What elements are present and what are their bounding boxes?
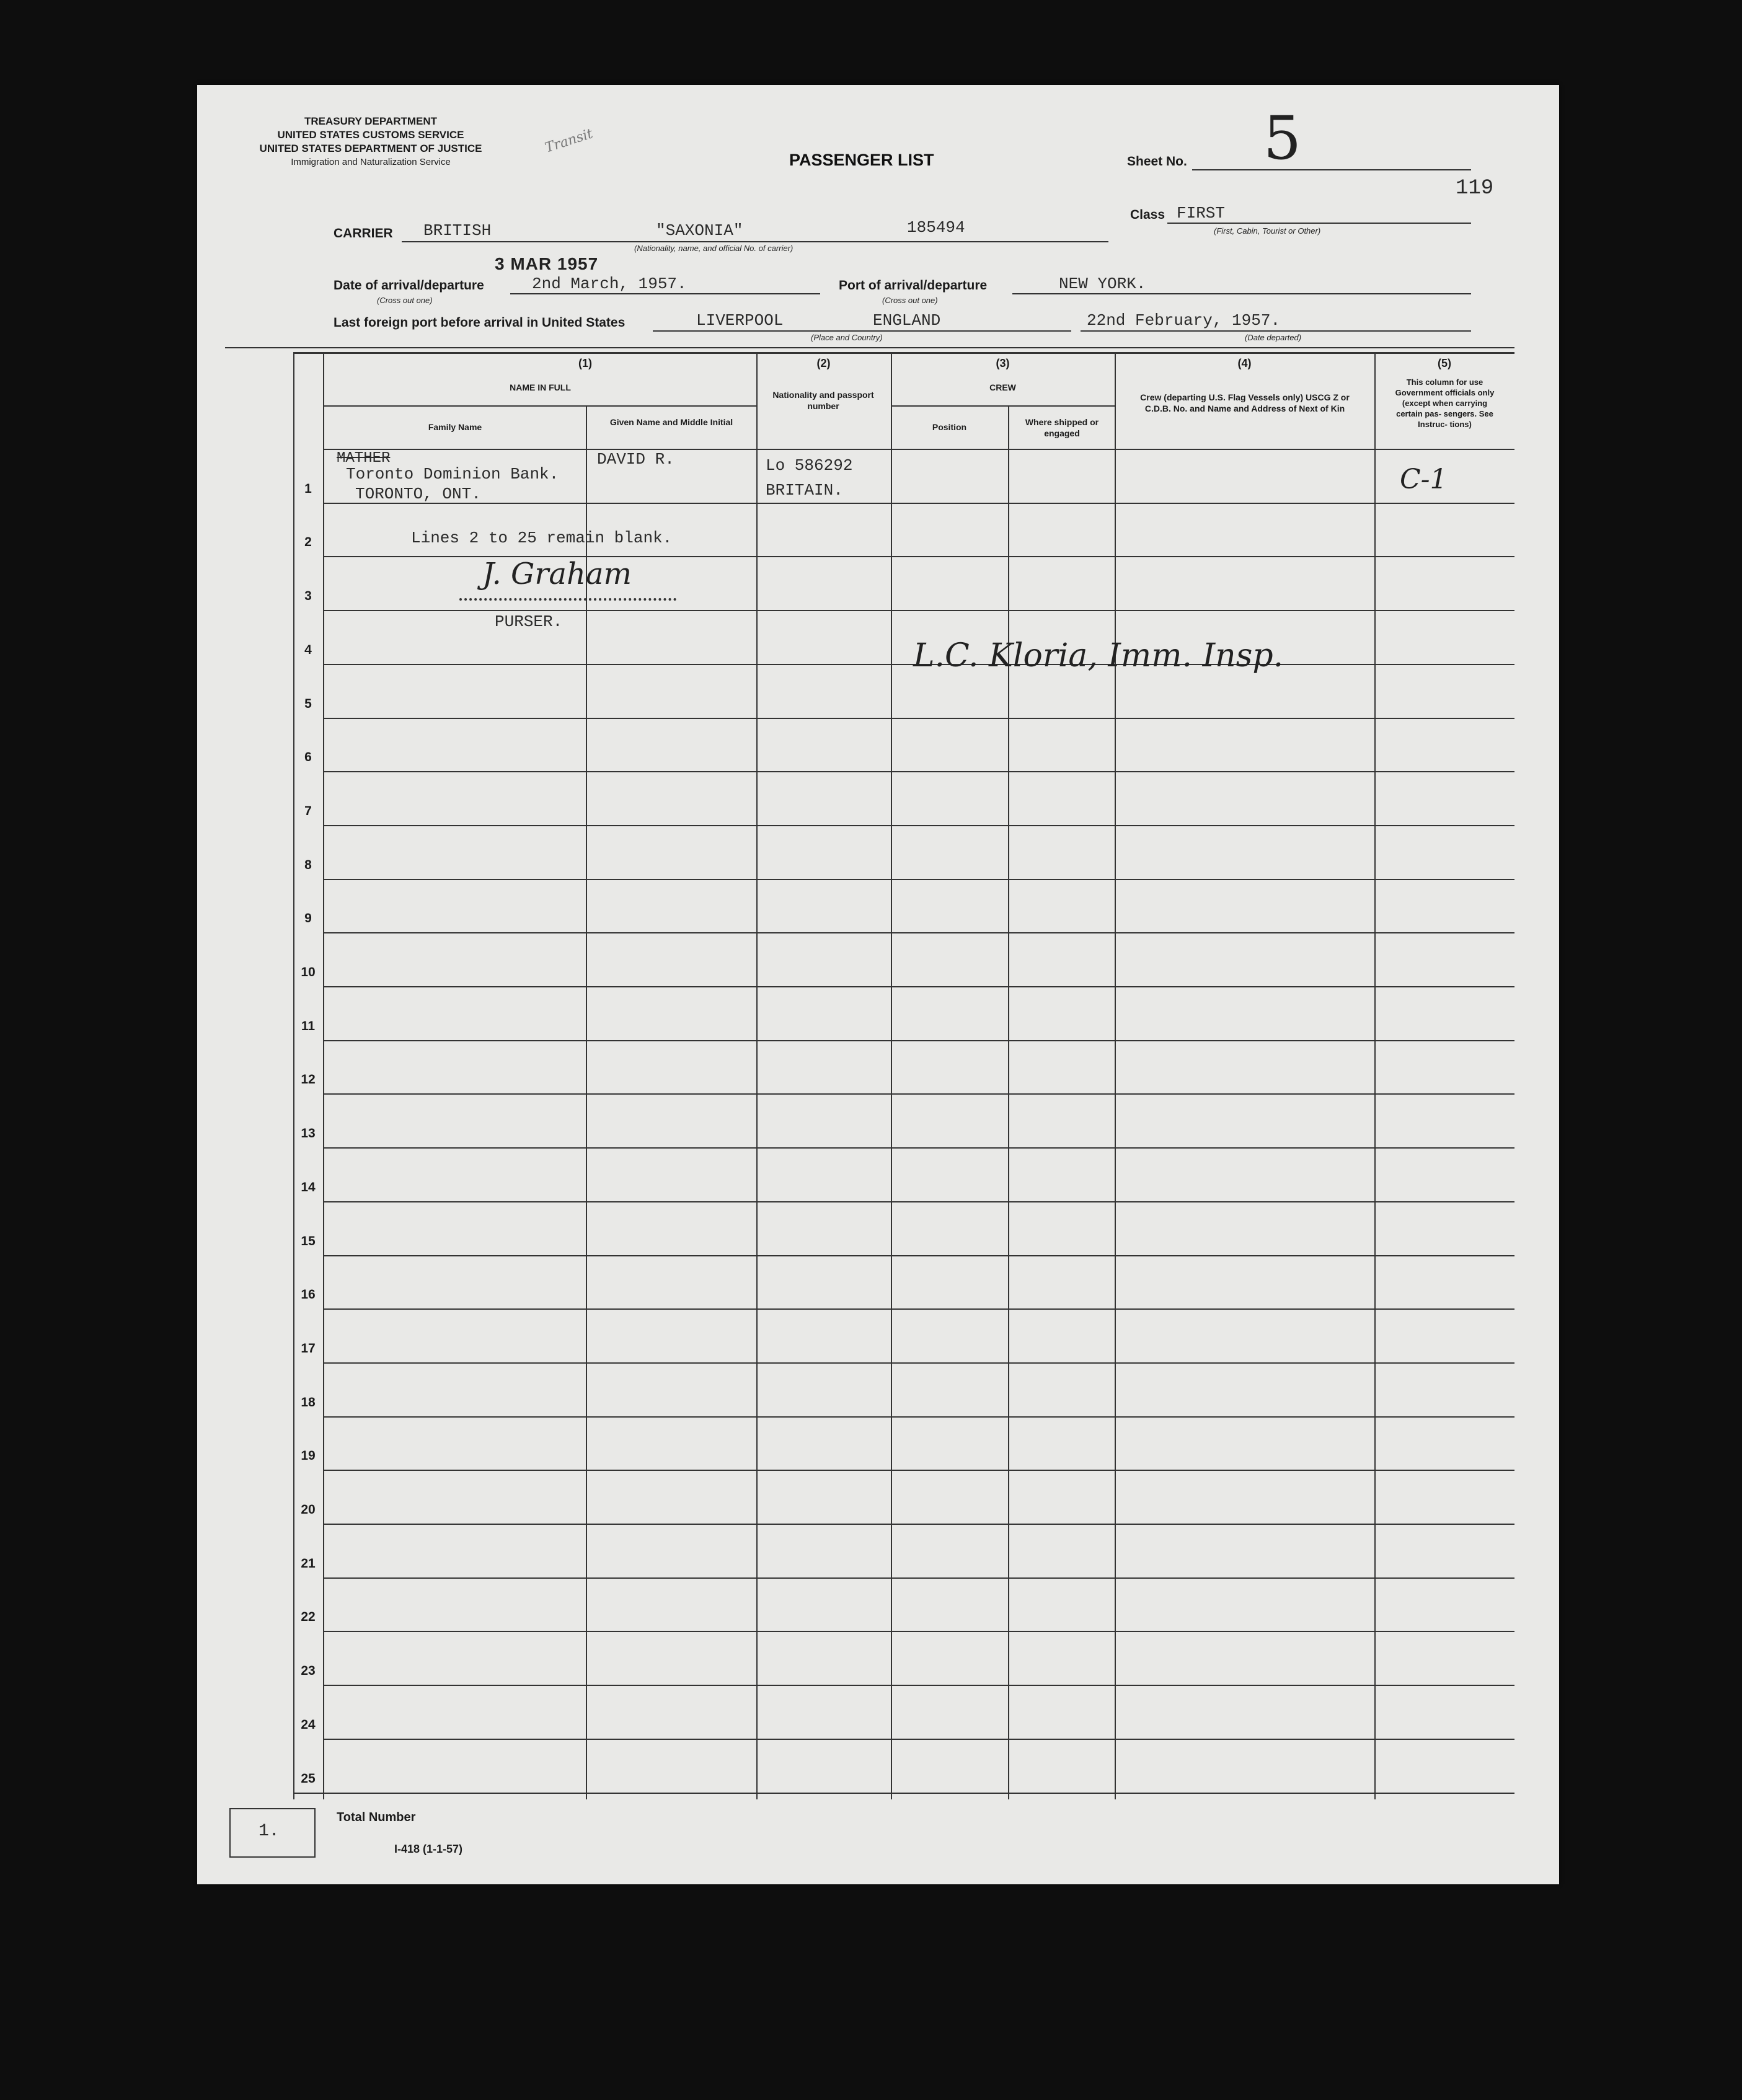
col5-number: (5) bbox=[1438, 357, 1451, 369]
government-use-header: This column for use Government officials only (except when carrying certain pas- sengers. See Instruc- tions) bbox=[1395, 377, 1495, 429]
last-port-country: ENGLAND bbox=[873, 311, 941, 330]
row-rule bbox=[324, 825, 1514, 826]
col2-number: (2) bbox=[816, 357, 831, 369]
row-rule bbox=[324, 879, 1514, 880]
given-name-header: Given Name and Middle Initial bbox=[609, 417, 733, 427]
sheet-label: Sheet No. bbox=[1127, 154, 1187, 169]
purser-signature-line bbox=[459, 598, 676, 601]
row-number: 19 bbox=[301, 1449, 316, 1463]
port-cross-note: (Cross out one) bbox=[882, 296, 938, 305]
class-note: (First, Cabin, Tourist or Other) bbox=[1214, 226, 1321, 236]
carrier-underline bbox=[402, 241, 1108, 242]
arrival-value: 2nd March, 1957. bbox=[532, 275, 687, 293]
carrier-number: 185494 bbox=[907, 218, 965, 237]
last-port-city: LIVERPOOL bbox=[696, 311, 784, 330]
row-rule bbox=[324, 932, 1514, 933]
row-rule bbox=[324, 503, 1514, 504]
row-number: 22 bbox=[301, 1610, 316, 1625]
table-top-rule bbox=[293, 352, 1514, 354]
row-rule bbox=[324, 1308, 1514, 1310]
last-port-label: Last foreign port before arrival in United States bbox=[334, 315, 626, 330]
row-number: 14 bbox=[301, 1180, 316, 1194]
agency-line: UNITED STATES CUSTOMS SERVICE bbox=[277, 129, 464, 141]
date-departed: 22nd February, 1957. bbox=[1087, 311, 1281, 330]
official-mark: C-1 bbox=[1400, 464, 1448, 495]
family-name-header: Family Name bbox=[428, 422, 482, 432]
purser-signature: J. Graham bbox=[482, 557, 632, 591]
date-departed-note: (Date departed) bbox=[1245, 333, 1302, 342]
row-number: 6 bbox=[304, 750, 312, 765]
row-number: 11 bbox=[301, 1018, 316, 1033]
row-number: 4 bbox=[304, 642, 312, 657]
class-label: Class bbox=[1130, 208, 1165, 222]
row-rule bbox=[324, 1362, 1514, 1364]
row-rule bbox=[324, 1524, 1514, 1525]
entry-passport: Lo 586292 bbox=[766, 456, 853, 475]
col1-number: (1) bbox=[578, 357, 592, 369]
row-number: 25 bbox=[301, 1771, 316, 1786]
row-rule bbox=[324, 986, 1514, 987]
arrival-label: Date of arrival/departure bbox=[334, 278, 484, 293]
row-rule bbox=[324, 771, 1514, 772]
row-number: 13 bbox=[301, 1126, 316, 1141]
row-number: 3 bbox=[304, 589, 312, 604]
passenger-table bbox=[293, 352, 1514, 1799]
row-number: 15 bbox=[301, 1233, 316, 1248]
inspector-signature: L.C. Kloria, Imm. Insp. bbox=[913, 637, 1284, 674]
entry-address-line-1: Toronto Dominion Bank. bbox=[346, 465, 559, 483]
entry-nationality: BRITAIN. bbox=[766, 481, 843, 500]
table-bottom-rule bbox=[293, 1793, 1514, 1794]
carrier-nationality: BRITISH bbox=[423, 221, 492, 240]
agency-line: TREASURY DEPARTMENT bbox=[304, 115, 438, 127]
position-header: Position bbox=[932, 422, 967, 432]
row-number: 10 bbox=[301, 965, 316, 979]
row-number: 5 bbox=[304, 696, 312, 711]
nationality-header: Nationality and passport number bbox=[772, 390, 874, 411]
row-rule bbox=[324, 1416, 1514, 1418]
passenger-list-sheet bbox=[197, 85, 1559, 1884]
row-rule bbox=[324, 1631, 1514, 1632]
rownum-divider bbox=[323, 352, 324, 1799]
row-rule bbox=[324, 718, 1514, 719]
entry-family-name: MATHER bbox=[337, 450, 391, 467]
arrival-cross-note: (Cross out one) bbox=[377, 296, 433, 305]
sheet-value: 5 bbox=[1263, 104, 1302, 173]
port-value: NEW YORK. bbox=[1059, 275, 1146, 293]
col3-divider bbox=[891, 352, 892, 1799]
arrival-underline bbox=[510, 293, 820, 294]
row-number: 12 bbox=[301, 1072, 316, 1087]
row-rule bbox=[324, 1685, 1514, 1686]
class-underline bbox=[1167, 223, 1471, 224]
col2-divider bbox=[756, 352, 758, 1799]
entry-address-line-2: TORONTO, ONT. bbox=[355, 485, 481, 503]
row-number: 18 bbox=[301, 1395, 316, 1410]
margin-note: Transit bbox=[543, 126, 595, 156]
row-rule bbox=[324, 1470, 1514, 1471]
agency-line: UNITED STATES DEPARTMENT OF JUSTICE bbox=[259, 143, 482, 154]
page-number: 119 bbox=[1456, 177, 1494, 200]
row-number: 24 bbox=[301, 1717, 316, 1732]
row-number: 1 bbox=[304, 481, 312, 496]
position-shipped-divider bbox=[1008, 405, 1009, 1799]
carrier-label: CARRIER bbox=[334, 226, 393, 240]
total-box bbox=[229, 1808, 316, 1858]
row-number: 8 bbox=[304, 857, 312, 872]
row-number: 9 bbox=[304, 911, 312, 926]
received-date-stamp: 3 MAR 1957 bbox=[495, 254, 599, 273]
form-title: PASSENGER LIST bbox=[789, 151, 934, 169]
crew-header-divider bbox=[891, 405, 1115, 407]
header-bottom-rule bbox=[324, 449, 1514, 450]
row-rule bbox=[324, 1093, 1514, 1095]
date-departed-underline bbox=[1081, 330, 1471, 332]
name-header-divider bbox=[324, 405, 756, 407]
col1-header: NAME IN FULL bbox=[510, 382, 571, 392]
carrier-name: "SAXONIA" bbox=[656, 221, 743, 240]
row-number: 20 bbox=[301, 1502, 316, 1517]
last-port-note: (Place and Country) bbox=[811, 333, 883, 342]
total-label: Total Number bbox=[337, 1811, 416, 1824]
port-underline bbox=[1012, 293, 1471, 294]
row-number: 23 bbox=[301, 1664, 316, 1679]
row-rule bbox=[324, 1255, 1514, 1256]
blank-lines-note: Lines 2 to 25 remain blank. bbox=[411, 529, 673, 547]
row-rule bbox=[324, 1147, 1514, 1149]
row-number: 17 bbox=[301, 1341, 316, 1356]
entry-given-name: DAVID R. bbox=[597, 450, 674, 469]
top-rule bbox=[225, 347, 1514, 348]
row-rule bbox=[324, 1040, 1514, 1041]
col3-number: (3) bbox=[996, 357, 1010, 369]
port-label: Port of arrival/departure bbox=[839, 278, 988, 293]
total-value: 1. bbox=[259, 1822, 280, 1841]
form-number: I-418 (1-1-57) bbox=[394, 1843, 463, 1855]
col4-divider bbox=[1115, 352, 1116, 1799]
purser-label: PURSER. bbox=[495, 612, 563, 631]
last-port-underline bbox=[653, 330, 1071, 332]
family-given-divider bbox=[586, 405, 587, 1799]
row-rule bbox=[324, 610, 1514, 611]
table-left-border bbox=[293, 352, 294, 1799]
row-number: 21 bbox=[301, 1556, 316, 1571]
row-number: 2 bbox=[304, 535, 312, 550]
row-rule bbox=[324, 1739, 1514, 1740]
carrier-note: (Nationality, name, and official No. of carrier) bbox=[634, 244, 794, 253]
row-number: 7 bbox=[304, 803, 312, 818]
row-number: 16 bbox=[301, 1287, 316, 1302]
crew-header: CREW bbox=[989, 382, 1016, 392]
next-of-kin-header: Crew (departing U.S. Flag Vessels only) USCG Z or C.D.B. No. and Name and Address of Next of Kin bbox=[1140, 392, 1350, 413]
shipped-header: Where shipped or engaged bbox=[1025, 417, 1099, 438]
col4-number: (4) bbox=[1237, 357, 1252, 369]
sheet-underline bbox=[1192, 169, 1471, 170]
col5-divider bbox=[1374, 352, 1376, 1799]
agency-block bbox=[241, 115, 501, 169]
class-value: FIRST bbox=[1177, 204, 1226, 223]
agency-line: Immigration and Naturalization Service bbox=[291, 157, 451, 167]
row-rule bbox=[324, 1577, 1514, 1579]
row-rule bbox=[324, 1201, 1514, 1202]
